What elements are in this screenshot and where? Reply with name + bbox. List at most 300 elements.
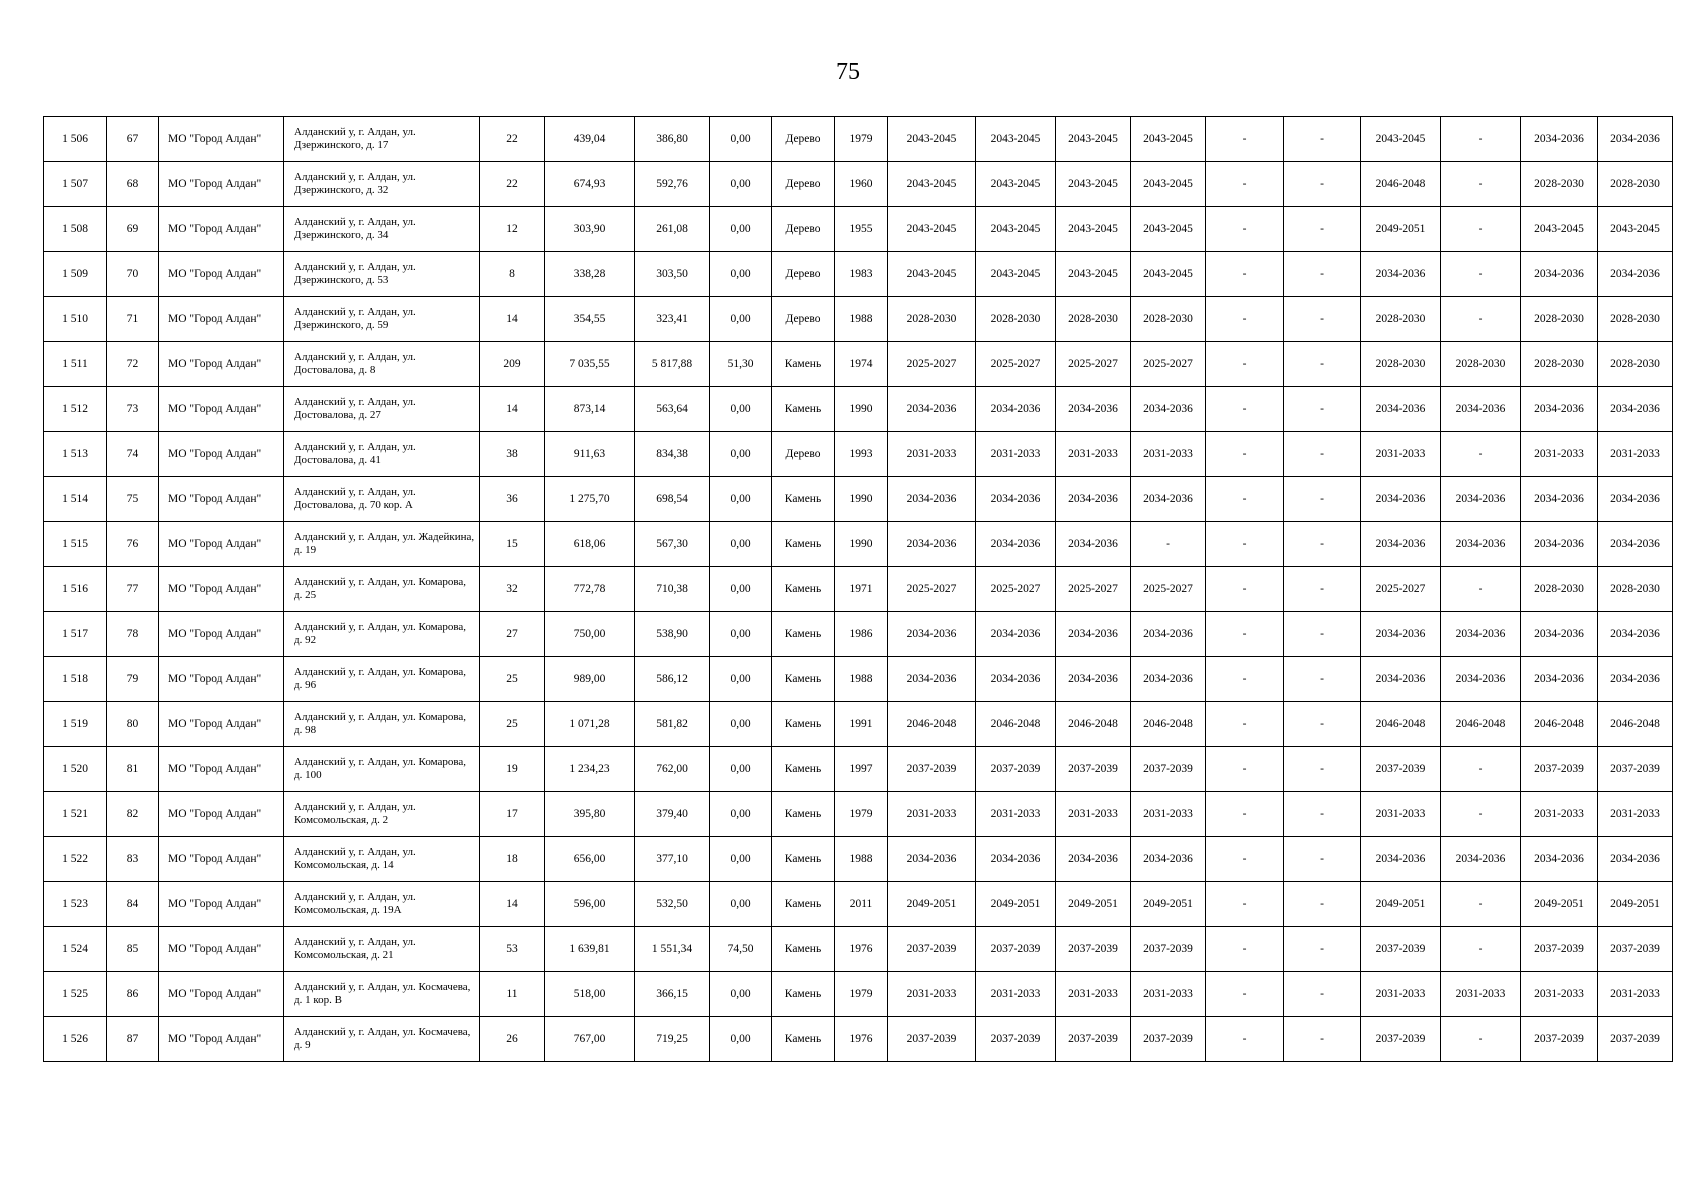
wall-material-cell: Дерево xyxy=(772,432,835,477)
row-number-cell: 83 xyxy=(107,837,159,882)
period-cell: 2049-2051 xyxy=(888,882,976,927)
apartments-count-cell: 25 xyxy=(480,702,545,747)
table-row xyxy=(44,1017,1673,1062)
municipality-cell: МО "Город Алдан" xyxy=(159,342,284,387)
period-cell: 2034-2036 xyxy=(1361,612,1441,657)
build-year-cell: 1979 xyxy=(835,117,888,162)
build-year-cell: 1990 xyxy=(835,387,888,432)
nonresidential-area-cell: 0,00 xyxy=(710,612,772,657)
period-cell: 2031-2033 xyxy=(1131,972,1206,1017)
wall-material-cell: Камень xyxy=(772,702,835,747)
period-cell: 2037-2039 xyxy=(1521,747,1598,792)
table-row xyxy=(44,117,1673,162)
address-cell: Алданский у, г. Алдан, ул. Комарова, д. 98 xyxy=(284,702,480,747)
period-cell: 2031-2033 xyxy=(1598,432,1673,477)
registry-number-cell: 1 512 xyxy=(44,387,107,432)
period-cell: 2043-2045 xyxy=(1131,207,1206,252)
period-cell: - xyxy=(1441,882,1521,927)
period-cell: 2034-2036 xyxy=(888,612,976,657)
period-cell: 2025-2027 xyxy=(976,567,1056,612)
period-cell: 2034-2036 xyxy=(1056,837,1131,882)
wall-material-cell: Камень xyxy=(772,882,835,927)
registry-number-cell: 1 526 xyxy=(44,1017,107,1062)
period-cell: 2043-2045 xyxy=(1056,207,1131,252)
period-cell: 2034-2036 xyxy=(1131,657,1206,702)
total-area-cell: 1 275,70 xyxy=(545,477,635,522)
table-row xyxy=(44,972,1673,1017)
period-cell: 2034-2036 xyxy=(1521,387,1598,432)
period-cell: - xyxy=(1206,432,1284,477)
apartments-count-cell: 53 xyxy=(480,927,545,972)
period-cell: 2028-2030 xyxy=(1521,342,1598,387)
table-row xyxy=(44,432,1673,477)
wall-material-cell: Дерево xyxy=(772,162,835,207)
address-cell: Алданский у, г. Алдан, ул. Комсомольская, д. 19А xyxy=(284,882,480,927)
build-year-cell: 1990 xyxy=(835,522,888,567)
period-cell: 2037-2039 xyxy=(888,1017,976,1062)
residential-area-cell: 592,76 xyxy=(635,162,710,207)
registry-number-cell: 1 516 xyxy=(44,567,107,612)
period-cell: 2034-2036 xyxy=(976,477,1056,522)
apartments-count-cell: 14 xyxy=(480,882,545,927)
total-area-cell: 674,93 xyxy=(545,162,635,207)
period-cell: 2049-2051 xyxy=(1361,882,1441,927)
municipality-cell: МО "Город Алдан" xyxy=(159,477,284,522)
wall-material-cell: Камень xyxy=(772,837,835,882)
period-cell: 2034-2036 xyxy=(888,522,976,567)
period-cell: - xyxy=(1284,792,1361,837)
period-cell: 2025-2027 xyxy=(888,342,976,387)
build-year-cell: 1990 xyxy=(835,477,888,522)
municipality-cell: МО "Город Алдан" xyxy=(159,207,284,252)
period-cell: 2037-2039 xyxy=(1521,1017,1598,1062)
period-cell: 2034-2036 xyxy=(1441,387,1521,432)
apartments-count-cell: 209 xyxy=(480,342,545,387)
municipality-cell: МО "Город Алдан" xyxy=(159,162,284,207)
build-year-cell: 1993 xyxy=(835,432,888,477)
municipality-cell: МО "Город Алдан" xyxy=(159,702,284,747)
table-row xyxy=(44,882,1673,927)
period-cell: 2034-2036 xyxy=(1056,522,1131,567)
municipality-cell: МО "Город Алдан" xyxy=(159,972,284,1017)
build-year-cell: 1991 xyxy=(835,702,888,747)
period-cell: - xyxy=(1441,252,1521,297)
build-year-cell: 1955 xyxy=(835,207,888,252)
build-year-cell: 1960 xyxy=(835,162,888,207)
period-cell: 2043-2045 xyxy=(976,117,1056,162)
total-area-cell: 596,00 xyxy=(545,882,635,927)
municipality-cell: МО "Город Алдан" xyxy=(159,252,284,297)
wall-material-cell: Камень xyxy=(772,747,835,792)
address-cell: Алданский у, г. Алдан, ул. Комарова, д. 96 xyxy=(284,657,480,702)
table-row xyxy=(44,792,1673,837)
period-cell: - xyxy=(1284,567,1361,612)
period-cell: 2037-2039 xyxy=(888,747,976,792)
period-cell: 2031-2033 xyxy=(1361,432,1441,477)
nonresidential-area-cell: 0,00 xyxy=(710,207,772,252)
build-year-cell: 1988 xyxy=(835,297,888,342)
municipality-cell: МО "Город Алдан" xyxy=(159,432,284,477)
period-cell: 2037-2039 xyxy=(1361,747,1441,792)
apartments-count-cell: 14 xyxy=(480,297,545,342)
period-cell: 2043-2045 xyxy=(1056,117,1131,162)
period-cell: 2034-2036 xyxy=(976,522,1056,567)
apartments-count-cell: 38 xyxy=(480,432,545,477)
registry-number-cell: 1 510 xyxy=(44,297,107,342)
registry-number-cell: 1 523 xyxy=(44,882,107,927)
registry-number-cell: 1 525 xyxy=(44,972,107,1017)
period-cell: 2037-2039 xyxy=(1056,747,1131,792)
row-number-cell: 74 xyxy=(107,432,159,477)
period-cell: 2037-2039 xyxy=(1131,747,1206,792)
wall-material-cell: Камень xyxy=(772,927,835,972)
period-cell: - xyxy=(1206,252,1284,297)
period-cell: 2034-2036 xyxy=(1521,117,1598,162)
apartments-count-cell: 25 xyxy=(480,657,545,702)
period-cell: 2037-2039 xyxy=(976,927,1056,972)
period-cell: - xyxy=(1206,477,1284,522)
address-cell: Алданский у, г. Алдан, ул. Достовалова, д. 27 xyxy=(284,387,480,432)
municipality-cell: МО "Город Алдан" xyxy=(159,657,284,702)
build-year-cell: 2011 xyxy=(835,882,888,927)
nonresidential-area-cell: 0,00 xyxy=(710,702,772,747)
period-cell: 2043-2045 xyxy=(1598,207,1673,252)
period-cell: 2025-2027 xyxy=(976,342,1056,387)
registry-number-cell: 1 521 xyxy=(44,792,107,837)
wall-material-cell: Камень xyxy=(772,612,835,657)
period-cell: - xyxy=(1284,477,1361,522)
residential-area-cell: 386,80 xyxy=(635,117,710,162)
residential-area-cell: 532,50 xyxy=(635,882,710,927)
municipality-cell: МО "Город Алдан" xyxy=(159,387,284,432)
period-cell: - xyxy=(1206,972,1284,1017)
apartments-count-cell: 15 xyxy=(480,522,545,567)
period-cell: 2049-2051 xyxy=(1131,882,1206,927)
residential-area-cell: 586,12 xyxy=(635,657,710,702)
period-cell: 2034-2036 xyxy=(976,837,1056,882)
period-cell: 2046-2048 xyxy=(976,702,1056,747)
period-cell: - xyxy=(1206,207,1284,252)
period-cell: - xyxy=(1284,387,1361,432)
table-row xyxy=(44,567,1673,612)
period-cell: 2031-2033 xyxy=(888,792,976,837)
total-area-cell: 873,14 xyxy=(545,387,635,432)
build-year-cell: 1997 xyxy=(835,747,888,792)
table-row xyxy=(44,747,1673,792)
period-cell: - xyxy=(1284,162,1361,207)
nonresidential-area-cell: 0,00 xyxy=(710,972,772,1017)
address-cell: Алданский у, г. Алдан, ул. Дзержинского, д. 53 xyxy=(284,252,480,297)
nonresidential-area-cell: 74,50 xyxy=(710,927,772,972)
period-cell: - xyxy=(1206,882,1284,927)
total-area-cell: 989,00 xyxy=(545,657,635,702)
nonresidential-area-cell: 0,00 xyxy=(710,657,772,702)
total-area-cell: 303,90 xyxy=(545,207,635,252)
period-cell: 2028-2030 xyxy=(1361,297,1441,342)
period-cell: 2034-2036 xyxy=(1598,252,1673,297)
period-cell: 2028-2030 xyxy=(888,297,976,342)
residential-area-cell: 303,50 xyxy=(635,252,710,297)
municipality-cell: МО "Город Алдан" xyxy=(159,747,284,792)
period-cell: 2031-2033 xyxy=(1521,972,1598,1017)
nonresidential-area-cell: 0,00 xyxy=(710,522,772,567)
period-cell: 2034-2036 xyxy=(1521,522,1598,567)
apartments-count-cell: 27 xyxy=(480,612,545,657)
period-cell: 2028-2030 xyxy=(1056,297,1131,342)
apartments-count-cell: 11 xyxy=(480,972,545,1017)
registry-number-cell: 1 507 xyxy=(44,162,107,207)
period-cell: 2034-2036 xyxy=(1521,252,1598,297)
period-cell: 2034-2036 xyxy=(1361,837,1441,882)
period-cell: - xyxy=(1206,387,1284,432)
address-cell: Алданский у, г. Алдан, ул. Дзержинского, д. 32 xyxy=(284,162,480,207)
period-cell: 2034-2036 xyxy=(1131,387,1206,432)
period-cell: 2031-2033 xyxy=(976,432,1056,477)
nonresidential-area-cell: 0,00 xyxy=(710,117,772,162)
residential-area-cell: 1 551,34 xyxy=(635,927,710,972)
wall-material-cell: Камень xyxy=(772,342,835,387)
period-cell: - xyxy=(1206,117,1284,162)
period-cell: 2043-2045 xyxy=(1056,162,1131,207)
period-cell: 2037-2039 xyxy=(1131,1017,1206,1062)
period-cell: 2028-2030 xyxy=(1598,162,1673,207)
period-cell: 2037-2039 xyxy=(976,747,1056,792)
period-cell: 2034-2036 xyxy=(1441,477,1521,522)
address-cell: Алданский у, г. Алдан, ул. Космачева, д. 9 xyxy=(284,1017,480,1062)
nonresidential-area-cell: 0,00 xyxy=(710,837,772,882)
period-cell: 2025-2027 xyxy=(1056,342,1131,387)
period-cell: - xyxy=(1284,747,1361,792)
period-cell: 2046-2048 xyxy=(1521,702,1598,747)
period-cell: 2031-2033 xyxy=(1598,792,1673,837)
nonresidential-area-cell: 0,00 xyxy=(710,432,772,477)
period-cell: - xyxy=(1441,432,1521,477)
table-row xyxy=(44,297,1673,342)
row-number-cell: 78 xyxy=(107,612,159,657)
residential-area-cell: 5 817,88 xyxy=(635,342,710,387)
period-cell: 2031-2033 xyxy=(1521,432,1598,477)
nonresidential-area-cell: 0,00 xyxy=(710,387,772,432)
table-row xyxy=(44,837,1673,882)
table-row xyxy=(44,657,1673,702)
period-cell: 2043-2045 xyxy=(1521,207,1598,252)
period-cell: - xyxy=(1206,612,1284,657)
nonresidential-area-cell: 0,00 xyxy=(710,1017,772,1062)
address-cell: Алданский у, г. Алдан, ул. Дзержинского, д. 17 xyxy=(284,117,480,162)
residential-area-cell: 379,40 xyxy=(635,792,710,837)
period-cell: - xyxy=(1284,432,1361,477)
address-cell: Алданский у, г. Алдан, ул. Дзержинского, д. 59 xyxy=(284,297,480,342)
wall-material-cell: Дерево xyxy=(772,117,835,162)
registry-number-cell: 1 524 xyxy=(44,927,107,972)
row-number-cell: 67 xyxy=(107,117,159,162)
nonresidential-area-cell: 0,00 xyxy=(710,792,772,837)
apartments-count-cell: 32 xyxy=(480,567,545,612)
period-cell: 2025-2027 xyxy=(1131,342,1206,387)
period-cell: 2031-2033 xyxy=(976,792,1056,837)
period-cell: - xyxy=(1284,252,1361,297)
period-cell: 2049-2051 xyxy=(1056,882,1131,927)
registry-number-cell: 1 518 xyxy=(44,657,107,702)
row-number-cell: 75 xyxy=(107,477,159,522)
period-cell: 2028-2030 xyxy=(1598,567,1673,612)
period-cell: 2031-2033 xyxy=(1361,972,1441,1017)
page-number: 75 xyxy=(836,59,860,85)
period-cell: - xyxy=(1206,1017,1284,1062)
address-cell: Алданский у, г. Алдан, ул. Жадейкина, д. 19 xyxy=(284,522,480,567)
residential-area-cell: 323,41 xyxy=(635,297,710,342)
build-year-cell: 1976 xyxy=(835,927,888,972)
period-cell: 2037-2039 xyxy=(1361,1017,1441,1062)
period-cell: 2046-2048 xyxy=(1361,162,1441,207)
period-cell: 2028-2030 xyxy=(1521,297,1598,342)
period-cell: - xyxy=(1441,747,1521,792)
period-cell: 2034-2036 xyxy=(1598,612,1673,657)
build-year-cell: 1976 xyxy=(835,1017,888,1062)
period-cell: - xyxy=(1206,837,1284,882)
period-cell: 2043-2045 xyxy=(976,162,1056,207)
build-year-cell: 1988 xyxy=(835,837,888,882)
period-cell: - xyxy=(1206,657,1284,702)
registry-number-cell: 1 517 xyxy=(44,612,107,657)
period-cell: 2034-2036 xyxy=(1598,387,1673,432)
row-number-cell: 72 xyxy=(107,342,159,387)
municipality-cell: МО "Город Алдан" xyxy=(159,927,284,972)
period-cell: 2043-2045 xyxy=(1131,117,1206,162)
period-cell: 2037-2039 xyxy=(1521,927,1598,972)
residential-area-cell: 366,15 xyxy=(635,972,710,1017)
period-cell: 2031-2033 xyxy=(1521,792,1598,837)
period-cell: 2028-2030 xyxy=(1361,342,1441,387)
period-cell: 2034-2036 xyxy=(1056,387,1131,432)
period-cell: 2028-2030 xyxy=(976,297,1056,342)
period-cell: 2043-2045 xyxy=(1056,252,1131,297)
table-row xyxy=(44,162,1673,207)
address-cell: Алданский у, г. Алдан, ул. Комарова, д. 92 xyxy=(284,612,480,657)
residential-area-cell: 762,00 xyxy=(635,747,710,792)
municipality-cell: МО "Город Алдан" xyxy=(159,612,284,657)
build-year-cell: 1971 xyxy=(835,567,888,612)
period-cell: 2034-2036 xyxy=(1361,522,1441,567)
nonresidential-area-cell: 0,00 xyxy=(710,567,772,612)
period-cell: - xyxy=(1284,657,1361,702)
period-cell: 2046-2048 xyxy=(1441,702,1521,747)
period-cell: 2031-2033 xyxy=(976,972,1056,1017)
period-cell: 2034-2036 xyxy=(1598,657,1673,702)
period-cell: - xyxy=(1206,342,1284,387)
period-cell: 2037-2039 xyxy=(1598,747,1673,792)
period-cell: - xyxy=(1284,927,1361,972)
period-cell: - xyxy=(1206,927,1284,972)
period-cell: 2025-2027 xyxy=(1361,567,1441,612)
address-cell: Алданский у, г. Алдан, ул. Комарова, д. 100 xyxy=(284,747,480,792)
build-year-cell: 1974 xyxy=(835,342,888,387)
wall-material-cell: Камень xyxy=(772,567,835,612)
municipality-cell: МО "Город Алдан" xyxy=(159,117,284,162)
nonresidential-area-cell: 0,00 xyxy=(710,477,772,522)
period-cell: 2034-2036 xyxy=(976,387,1056,432)
registry-number-cell: 1 515 xyxy=(44,522,107,567)
period-cell: - xyxy=(1441,117,1521,162)
total-area-cell: 911,63 xyxy=(545,432,635,477)
period-cell: 2034-2036 xyxy=(888,477,976,522)
period-cell: 2034-2036 xyxy=(1441,837,1521,882)
row-number-cell: 87 xyxy=(107,1017,159,1062)
wall-material-cell: Камень xyxy=(772,972,835,1017)
period-cell: 2034-2036 xyxy=(1521,657,1598,702)
row-number-cell: 77 xyxy=(107,567,159,612)
period-cell: 2028-2030 xyxy=(1598,342,1673,387)
table-row xyxy=(44,387,1673,432)
total-area-cell: 395,80 xyxy=(545,792,635,837)
period-cell: 2034-2036 xyxy=(1361,252,1441,297)
period-cell: 2043-2045 xyxy=(888,162,976,207)
total-area-cell: 518,00 xyxy=(545,972,635,1017)
period-cell: - xyxy=(1284,522,1361,567)
apartments-count-cell: 8 xyxy=(480,252,545,297)
period-cell: 2034-2036 xyxy=(1521,477,1598,522)
total-area-cell: 1 234,23 xyxy=(545,747,635,792)
period-cell: 2025-2027 xyxy=(1056,567,1131,612)
residential-area-cell: 261,08 xyxy=(635,207,710,252)
municipality-cell: МО "Город Алдан" xyxy=(159,297,284,342)
residential-area-cell: 581,82 xyxy=(635,702,710,747)
wall-material-cell: Камень xyxy=(772,522,835,567)
period-cell: 2031-2033 xyxy=(1056,792,1131,837)
residential-area-cell: 834,38 xyxy=(635,432,710,477)
period-cell: 2043-2045 xyxy=(888,117,976,162)
period-cell: 2046-2048 xyxy=(1361,702,1441,747)
row-number-cell: 79 xyxy=(107,657,159,702)
period-cell: - xyxy=(1284,612,1361,657)
row-number-cell: 68 xyxy=(107,162,159,207)
total-area-cell: 767,00 xyxy=(545,1017,635,1062)
period-cell: - xyxy=(1131,522,1206,567)
address-cell: Алданский у, г. Алдан, ул. Достовалова, д. 70 кор. А xyxy=(284,477,480,522)
municipality-cell: МО "Город Алдан" xyxy=(159,882,284,927)
residential-area-cell: 377,10 xyxy=(635,837,710,882)
period-cell: 2043-2045 xyxy=(1131,252,1206,297)
period-cell: 2046-2048 xyxy=(1131,702,1206,747)
period-cell: 2031-2033 xyxy=(1131,432,1206,477)
apartments-count-cell: 18 xyxy=(480,837,545,882)
period-cell: 2025-2027 xyxy=(888,567,976,612)
apartments-count-cell: 12 xyxy=(480,207,545,252)
residential-area-cell: 567,30 xyxy=(635,522,710,567)
period-cell: 2034-2036 xyxy=(1361,387,1441,432)
period-cell: - xyxy=(1441,567,1521,612)
apartments-count-cell: 22 xyxy=(480,117,545,162)
period-cell: 2034-2036 xyxy=(1598,117,1673,162)
period-cell: - xyxy=(1206,297,1284,342)
period-cell: 2046-2048 xyxy=(1056,702,1131,747)
row-number-cell: 69 xyxy=(107,207,159,252)
total-area-cell: 772,78 xyxy=(545,567,635,612)
period-cell: 2034-2036 xyxy=(1131,837,1206,882)
apartments-count-cell: 14 xyxy=(480,387,545,432)
table-row xyxy=(44,702,1673,747)
period-cell: 2034-2036 xyxy=(1441,522,1521,567)
period-cell: - xyxy=(1284,1017,1361,1062)
period-cell: 2034-2036 xyxy=(1598,837,1673,882)
period-cell: 2034-2036 xyxy=(1441,657,1521,702)
nonresidential-area-cell: 0,00 xyxy=(710,297,772,342)
wall-material-cell: Камень xyxy=(772,387,835,432)
nonresidential-area-cell: 0,00 xyxy=(710,747,772,792)
build-year-cell: 1979 xyxy=(835,792,888,837)
period-cell: 2049-2051 xyxy=(976,882,1056,927)
residential-area-cell: 538,90 xyxy=(635,612,710,657)
